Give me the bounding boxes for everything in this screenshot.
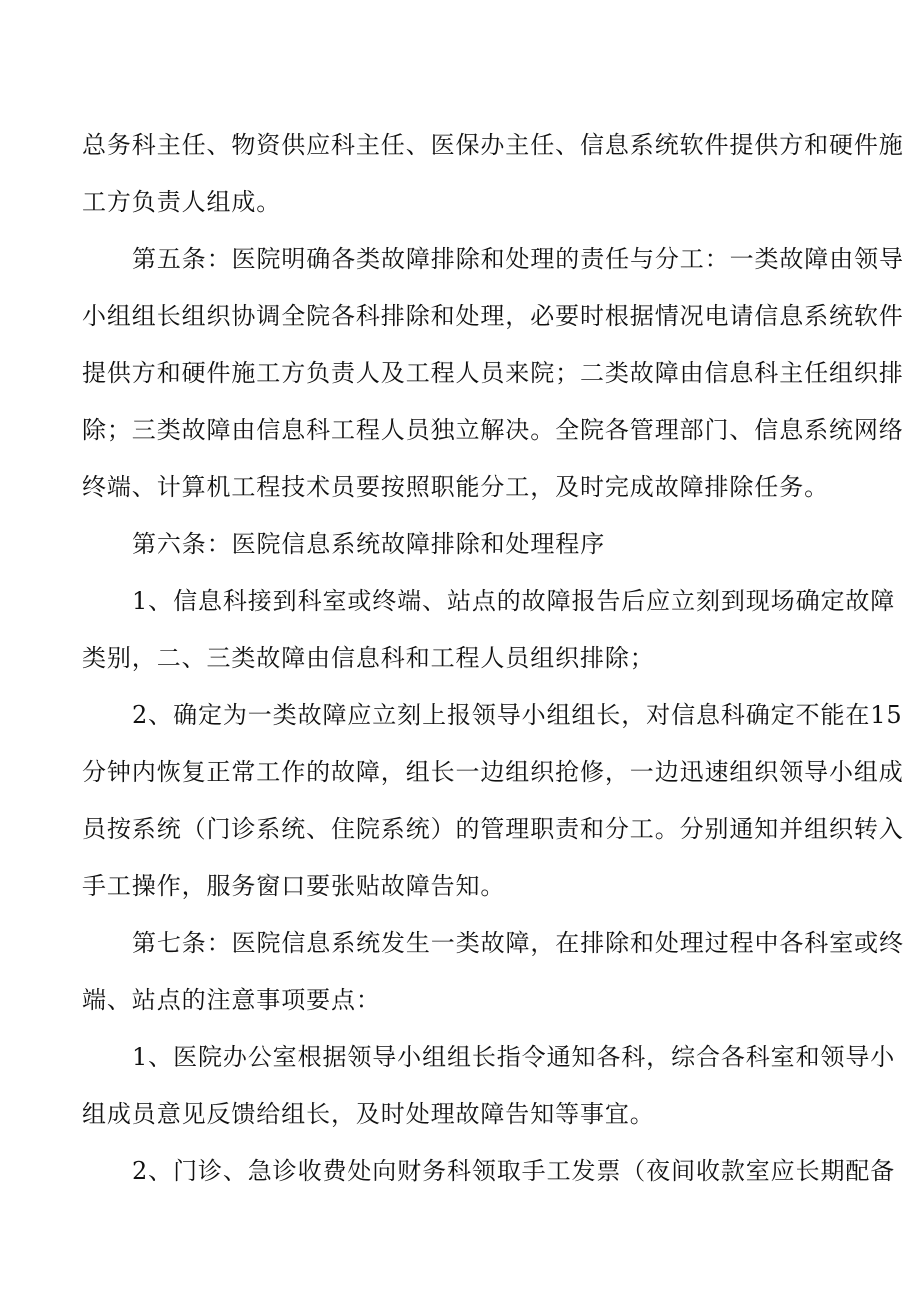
text-line-17: 1、医院办公室根据领导小组组长指令通知各科，综合各科室和领导小: [132, 1043, 896, 1071]
text-line-9: 1、信息科接到科室或终端、站点的故障报告后应立刻到现场确定故障: [132, 587, 896, 615]
text-line-3: 第五条：医院明确各类故障排除和处理的责任与分工：一类故障由领导: [132, 245, 904, 273]
text-line-10: 类别，二、三类故障由信息科和工程人员组织排除；: [82, 644, 655, 672]
text-line-11: 2、确定为一类故障应立刻上报领导小组组长，对信息科确定不能在15: [132, 701, 903, 729]
text-line-6: 除；三类故障由信息科工程人员独立解决。全院各管理部门、信息系统网络: [82, 416, 904, 444]
text-line-4: 小组组长组织协调全院各科排除和处理，必要时根据情况电请信息系统软件: [82, 302, 904, 330]
text-line-16: 端、站点的注意事项要点：: [82, 986, 381, 1014]
text-line-1: 总务科主任、物资供应科主任、医保办主任、信息系统软件提供方和硬件施: [82, 131, 904, 159]
text-line-18: 组成员意见反馈给组长，及时处理故障告知等事宜。: [82, 1100, 655, 1128]
text-line-13: 员按系统（门诊系统、住院系统）的管理职责和分工。分别通知并组织转入: [82, 815, 904, 843]
text-line-15: 第七条：医院信息系统发生一类故障，在排除和处理过程中各科室或终: [132, 929, 904, 957]
text-line-14: 手工操作，服务窗口要张贴故障告知。: [82, 872, 506, 900]
text-line-12: 分钟内恢复正常工作的故障，组长一边组织抢修，一边迅速组织领导小组成: [82, 758, 904, 786]
text-line-8: 第六条：医院信息系统故障排除和处理程序: [132, 530, 606, 558]
text-line-7: 终端、计算机工程技术员要按照职能分工，及时完成故障排除任务。: [82, 473, 829, 501]
text-line-19: 2、门诊、急诊收费处向财务科领取手工发票（夜间收款室应长期配备: [132, 1157, 896, 1185]
text-line-5: 提供方和硬件施工方负责人及工程人员来院；二类故障由信息科主任组织排: [82, 359, 904, 387]
text-line-2: 工方负责人组成。: [82, 188, 282, 216]
